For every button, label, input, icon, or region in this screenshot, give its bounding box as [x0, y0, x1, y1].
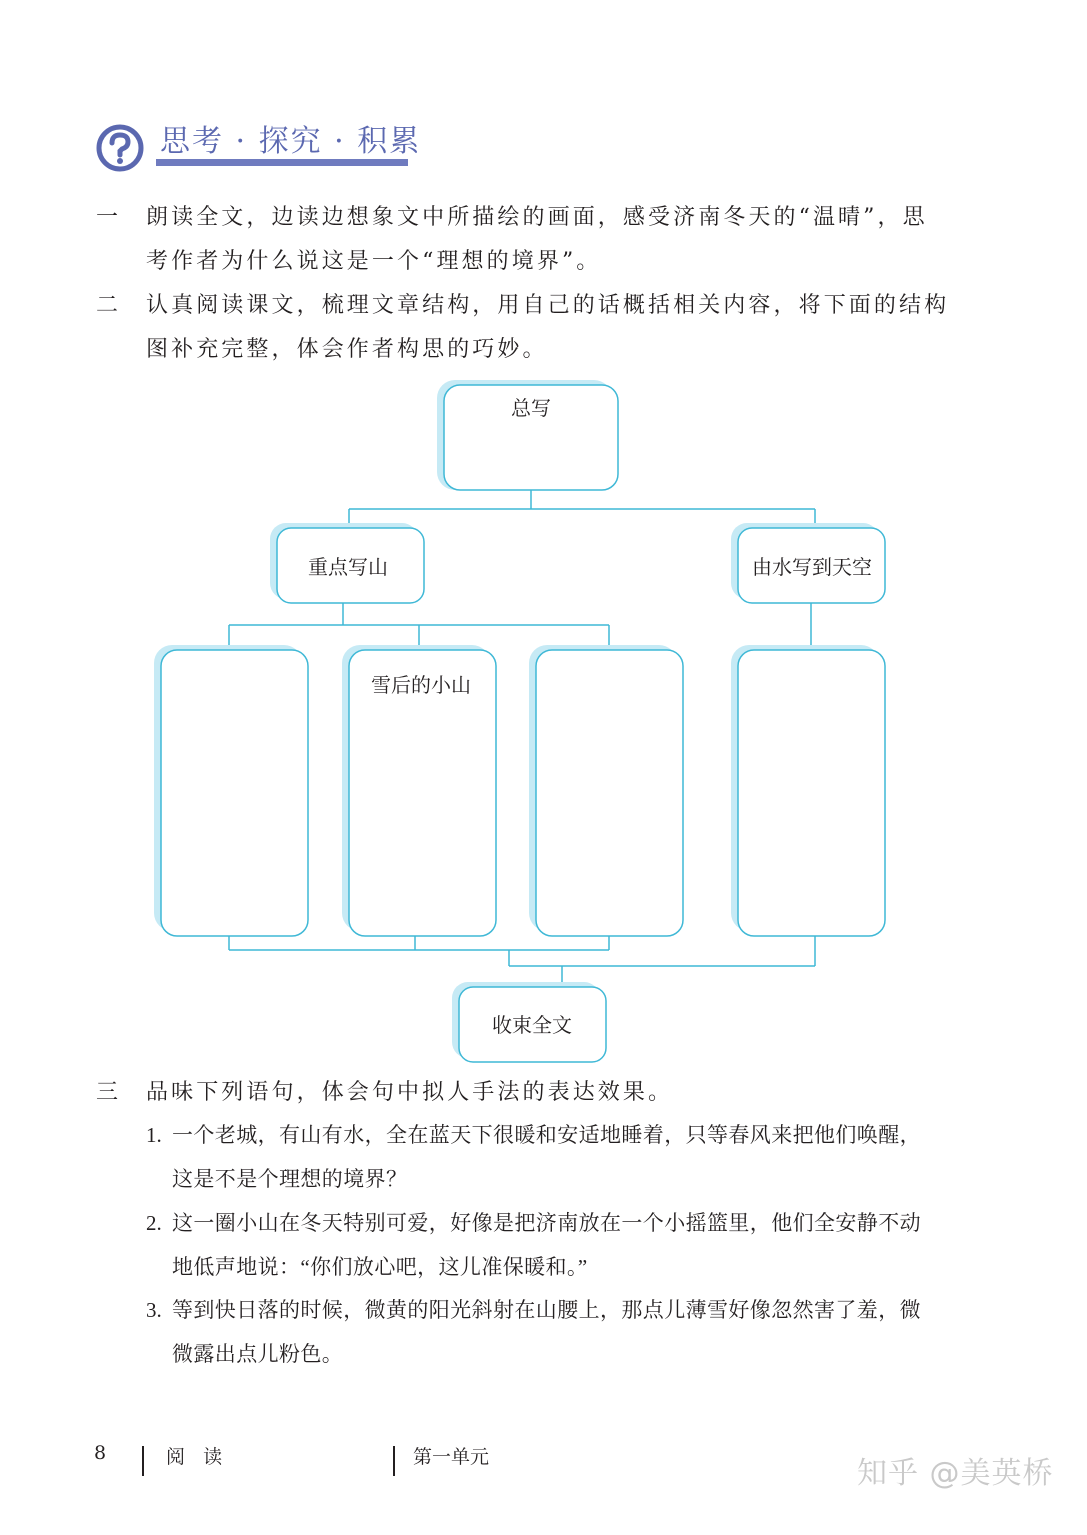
question-number: 一: [96, 205, 119, 230]
question-line: 图补充完整，体会作者构思的巧妙。: [146, 337, 548, 362]
sentence-1: [146, 1113, 956, 1201]
box-label-water-sky: 由水写到天空: [752, 557, 872, 579]
section-title: 思考 · 探究 · 积累: [160, 124, 422, 159]
sentence-line: 等到快日落的时候，微黄的阳光斜射在山腰上，那点儿薄雪好像忽然害了羞，微: [172, 1298, 921, 1322]
diagram-box-blank-2: [529, 645, 683, 936]
watermark: 知乎 @美英桥: [857, 1456, 1054, 1491]
box-label-summary: 总写: [511, 398, 551, 420]
sentence-number: 1.: [146, 1123, 162, 1147]
question-number: 二: [96, 293, 119, 318]
sentence-number: 3.: [146, 1298, 162, 1322]
page-number: 8: [94, 1442, 107, 1464]
footer-divider: [142, 1446, 144, 1476]
sentence-line: 这是不是个理想的境界？: [172, 1167, 408, 1191]
question-number: 三: [96, 1080, 119, 1105]
sentence-line: 微露出点儿粉色。: [172, 1342, 344, 1366]
diagram-box-blank-3: [731, 645, 885, 936]
question-line: 品味下列语句，体会句中拟人手法的表达效果。: [146, 1080, 674, 1105]
footer-divider: [393, 1446, 395, 1476]
footer-part: 阅 读: [166, 1446, 225, 1468]
question-3: [96, 1071, 956, 1115]
box-label-mountains: 重点写山: [308, 557, 388, 579]
sentence-line: 一个老城，有山有水，全在蓝天下很暖和安适地睡着，只等春风来把他们唤醒，: [172, 1123, 921, 1147]
diagram-box-blank-1: [154, 645, 308, 936]
diagram-box-snowy-hills: [342, 645, 496, 936]
question-line: 考作者为什么说这是一个“理想的境界”。: [146, 249, 602, 274]
diagram-box-mountains: [270, 523, 424, 603]
sentence-line: 地低声地说：“你们放心吧，这儿准保暖和。”: [172, 1255, 588, 1279]
footer-unit: 第一单元: [413, 1446, 490, 1468]
sentence-3: [146, 1288, 956, 1376]
sentence-line: 这一圈小山在冬天特别可爱，好像是把济南放在一个小摇篮里，他们全安静不动: [172, 1211, 921, 1235]
sentence-number: 2.: [146, 1211, 162, 1235]
diagram-box-conclusion: [452, 982, 606, 1062]
question-line: 认真阅读课文，梳理文章结构，用自己的话概括相关内容，将下面的结构: [146, 293, 950, 318]
box-label-snowy-hills: 雪后的小山: [371, 675, 471, 697]
box-label-conclusion: 收束全文: [492, 1015, 572, 1037]
question-line: 朗读全文，边读边想象文中所描绘的画面，感受济南冬天的“温晴”，思: [146, 205, 928, 230]
sentence-2: [146, 1201, 956, 1289]
diagram-box-summary: [437, 380, 618, 490]
diagram-box-water-sky: [731, 523, 885, 603]
